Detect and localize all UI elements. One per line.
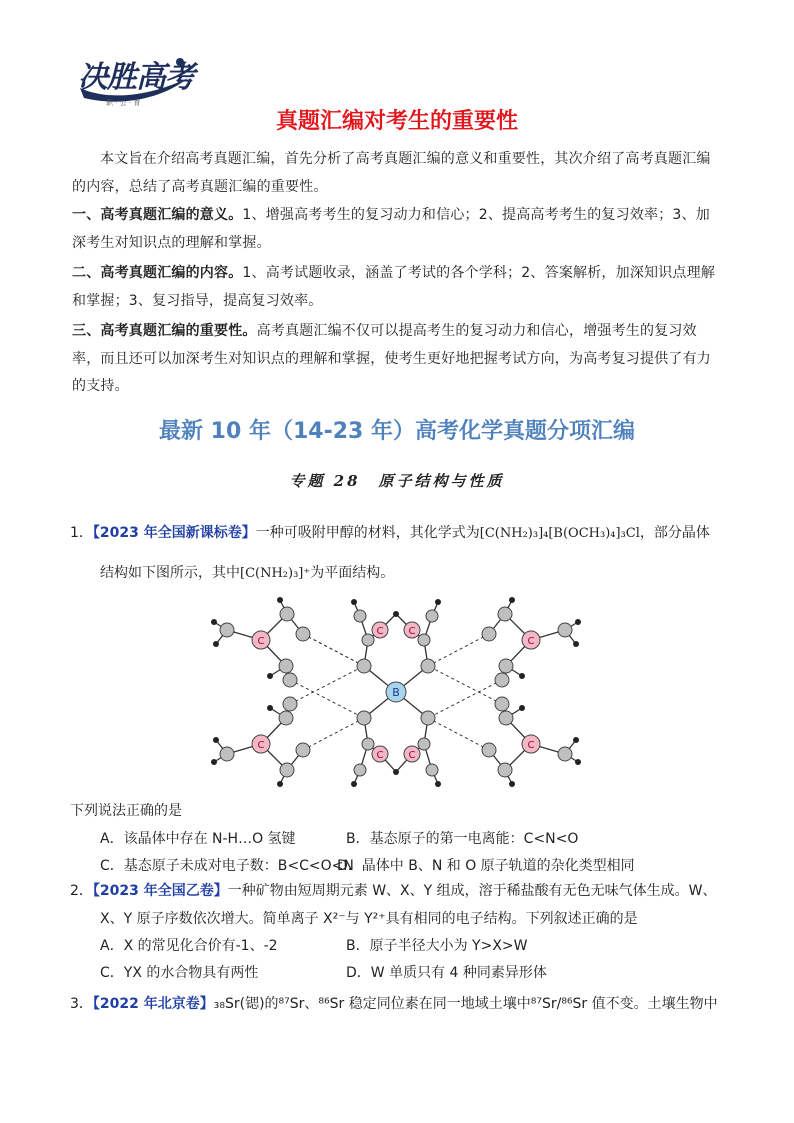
option-d[interactable]: D．W 单质只有 4 种同素异形体 [346,965,547,981]
question-number: 3． [70,996,93,1012]
option-c[interactable]: C．基态原子未成对电子数：B<C<O<N [100,858,354,874]
carbon-label: C [257,636,265,647]
question-1-prompt: 下列说法正确的是 [70,803,182,819]
carbon-label: C [408,750,416,761]
option-d[interactable]: D．晶体中 B、N 和 O 原子轨道的杂化类型相同 [337,858,635,874]
intro-paragraph: 本文旨在介绍高考真题汇编，首先分析了高考真题汇编的意义和重要性，其次介绍了高考真题汇编的内容，总结了高考真题汇编的重要性。 [72,151,711,195]
carbon-label: C [408,626,416,637]
question-source: 【2023 年全国乙卷】 [92,883,228,899]
carbon-label: C [376,626,384,637]
question-text: ₃₈Sr(锶)的⁸⁷Sr、⁸⁶Sr 稳定同位素在同一地域土壤中⁸⁷Sr/⁸⁶Sr 值不变。土壤生物中 [213,996,718,1012]
carbon-label: C [527,740,535,751]
logo-subtext: 职 · 公 · 育 [106,99,141,107]
question-2-line-2: X、Y 原子序数依次增大。简单离子 X²⁻与 Y²⁺具有相同的电子结构。下列叙述正确的是 [100,911,638,927]
significance-heading: 一、高考真题汇编的意义。 [72,207,243,223]
option-b[interactable]: B．基态原子的第一电离能：C<N<O [346,831,579,847]
section-title: 最新 10 年（14-23 年）高考化学真题分项汇编 [159,419,635,444]
option-c[interactable]: C．YX 的水合物具有两性 [100,965,259,981]
chemical-formula: [C(NH₂)₃]⁺ [240,566,311,581]
crystal-structure-diagram [200,594,592,790]
carbon-label: C [527,636,535,647]
question-number: 2． [70,883,93,899]
carbon-label: C [376,750,384,761]
question-number: 1． [70,525,93,541]
question-text: 一种可吸附甲醇的材料，其化学式为 [255,525,480,541]
page-title: 真题汇编对考生的重要性 [275,109,518,134]
significance-paragraph [72,202,724,257]
question-text-tail: ，部分晶体 [639,525,710,541]
option-b[interactable]: B．原子半径大小为 Y>X>W [346,938,528,954]
carbon-label: C [257,740,265,751]
content-heading: 二、高考真题汇编的内容。 [72,265,243,281]
topic-title: 专题 28 原子结构与性质 [289,472,505,490]
question-3-stem [70,993,730,1015]
content-paragraph [72,260,724,315]
chemical-formula: [C(NH₂)₃]₄[B(OCH₃)₄]₃Cl [479,526,640,541]
importance-heading: 三、高考真题汇编的重要性。 [72,323,257,339]
option-a[interactable]: A．X 的常见化合价有-1、-2 [100,938,278,954]
logo-text: 决胜高考 [78,60,194,95]
boron-label: B [392,686,400,699]
question-source: 【2022 年北京卷】 [92,996,214,1012]
question-text: 结构如下图所示，其中 [100,565,240,581]
significance-text: 1、增强高考考生的复习动力和信心；2、提高高考考生的复习效率；3、加深考生对知识点的理解和掌握。 [72,207,710,251]
importance-paragraph [72,318,724,401]
importance-text: 高考真题汇编不仅可以提高考生的复习动力和信心，增强考生的复习效率，而且还可以加深考生对知识点的理解和掌握，使考生更好地把握考试方向，为高考复习提供了有力的支持。 [72,323,711,394]
question-1-stem [70,522,730,545]
question-source: 【2023 年全国新课标卷】 [92,525,256,541]
content-text: 1、高考试题收录，涵盖了考试的各个学科；2、答案解析，加深知识点理解和掌握；3、复习指导，提高复习效率。 [72,265,716,309]
option-a[interactable]: A．该晶体中存在 N-H…O 氢键 [100,831,296,847]
question-2-stem [70,880,730,902]
question-text: 一种矿物由短周期元素 W、X、Y 组成，溶于稀盐酸有无色无味气体生成。W、 [227,883,717,899]
question-text-tail: 为平面结构。 [310,565,395,581]
question-1-line-2 [100,562,394,582]
